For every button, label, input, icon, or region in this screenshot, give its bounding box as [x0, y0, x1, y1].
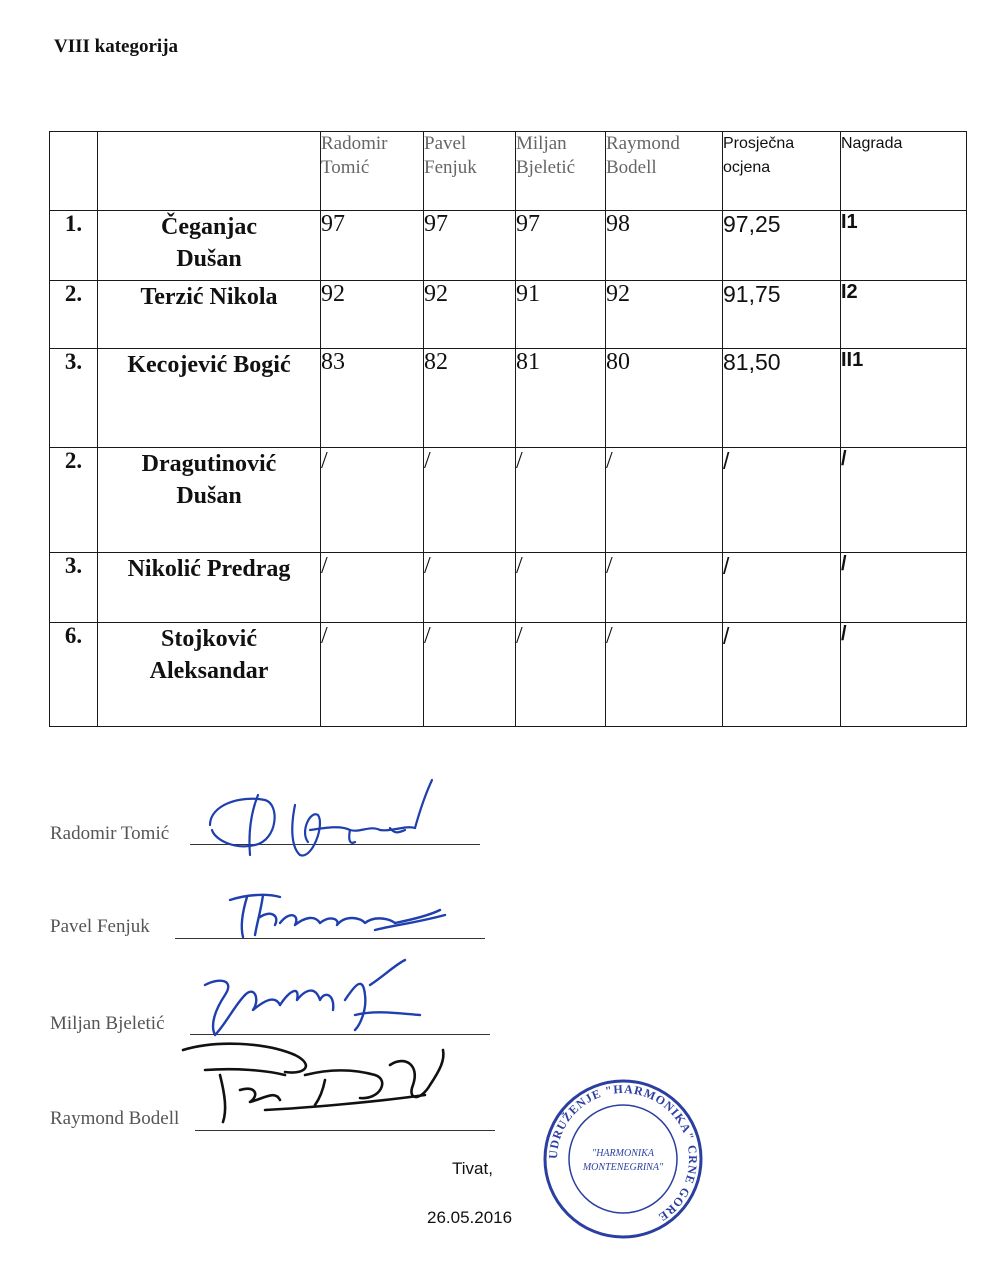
signature-label-3: Miljan Bjeletić [50, 1013, 165, 1034]
results-table [49, 131, 967, 727]
score-judge-3: 81 [516, 349, 606, 448]
page-title: VIII kategorija [54, 36, 179, 57]
score-judge-2: / [424, 623, 516, 727]
header-judge-3: Miljan Bjeletić [516, 132, 606, 211]
row-number: 6. [50, 623, 98, 727]
score-judge-3: / [516, 553, 606, 623]
average-score: / [723, 553, 841, 623]
score-judge-3: 91 [516, 281, 606, 349]
row-number: 2. [50, 448, 98, 553]
score-judge-2: 97 [424, 211, 516, 281]
prize: / [841, 623, 967, 727]
row-number: 3. [50, 349, 98, 448]
row-number: 2. [50, 281, 98, 349]
table-row [50, 553, 967, 623]
score-judge-1: 92 [321, 281, 424, 349]
score-judge-1: / [321, 448, 424, 553]
header-judge-2: Pavel Fenjuk [424, 132, 516, 211]
score-judge-2: / [424, 448, 516, 553]
score-judge-2: / [424, 553, 516, 623]
score-judge-4: / [606, 553, 723, 623]
header-judge-4: Raymond Bodell [606, 132, 723, 211]
contestant-name: Terzić Nikola [98, 281, 321, 349]
score-judge-1: 83 [321, 349, 424, 448]
score-judge-4: / [606, 448, 723, 553]
score-judge-4: 92 [606, 281, 723, 349]
header-name-cell [98, 132, 321, 211]
signature-label-1: Radomir Tomić [50, 823, 170, 844]
table-row [50, 211, 967, 281]
score-judge-1: / [321, 553, 424, 623]
score-judge-4: 80 [606, 349, 723, 448]
score-judge-1: 97 [321, 211, 424, 281]
average-score: / [723, 623, 841, 727]
table-row [50, 448, 967, 553]
svg-text:MONTENEGRINA": MONTENEGRINA" [582, 1162, 664, 1173]
signature-label-4: Raymond Bodell [50, 1108, 180, 1129]
prize: / [841, 448, 967, 553]
header-num-cell [50, 132, 98, 211]
stamp-icon [538, 1074, 708, 1244]
svg-text:UDRUŽENJE "HARMONIKA" CRNE GOR: UDRUŽENJE "HARMONIKA" CRNE GORE [545, 1081, 701, 1225]
prize: I2 [841, 281, 967, 349]
average-score: / [723, 448, 841, 553]
svg-text:"HARMONIKA: "HARMONIKA [592, 1148, 654, 1159]
table-row [50, 281, 967, 349]
score-judge-3: 97 [516, 211, 606, 281]
prize: II1 [841, 349, 967, 448]
average-score: 91,75 [723, 281, 841, 349]
signature-label-2: Pavel Fenjuk [50, 916, 150, 937]
contestant-name: Nikolić Predrag [98, 553, 321, 623]
row-number: 1. [50, 211, 98, 281]
row-number: 3. [50, 553, 98, 623]
header-prize: Nagrada [841, 132, 967, 211]
score-judge-2: 92 [424, 281, 516, 349]
prize: I1 [841, 211, 967, 281]
signature-2-icon [225, 885, 455, 945]
header-average: Prosječna ocjena [723, 132, 841, 211]
score-judge-2: 82 [424, 349, 516, 448]
score-judge-3: / [516, 623, 606, 727]
table-row [50, 349, 967, 448]
signature-4-icon [175, 1030, 455, 1130]
score-judge-4: 98 [606, 211, 723, 281]
score-judge-3: / [516, 448, 606, 553]
average-score: 81,50 [723, 349, 841, 448]
average-score: 97,25 [723, 211, 841, 281]
table-row [50, 623, 967, 727]
score-judge-1: / [321, 623, 424, 727]
score-judge-4: / [606, 623, 723, 727]
contestant-name: Kecojević Bogić [98, 349, 321, 448]
header-row [50, 132, 967, 211]
date: 26.05.2016 [427, 1208, 513, 1227]
prize: / [841, 553, 967, 623]
place: Tivat, [452, 1159, 493, 1178]
contestant-name: Čeganjac Dušan [98, 211, 321, 281]
contestant-name: Dragutinović Dušan [98, 448, 321, 553]
header-judge-1: Radomir Tomić [321, 132, 424, 211]
contestant-name: Stojković Aleksandar [98, 623, 321, 727]
signature-1-icon [200, 770, 450, 865]
signature-line-4 [195, 1130, 495, 1131]
